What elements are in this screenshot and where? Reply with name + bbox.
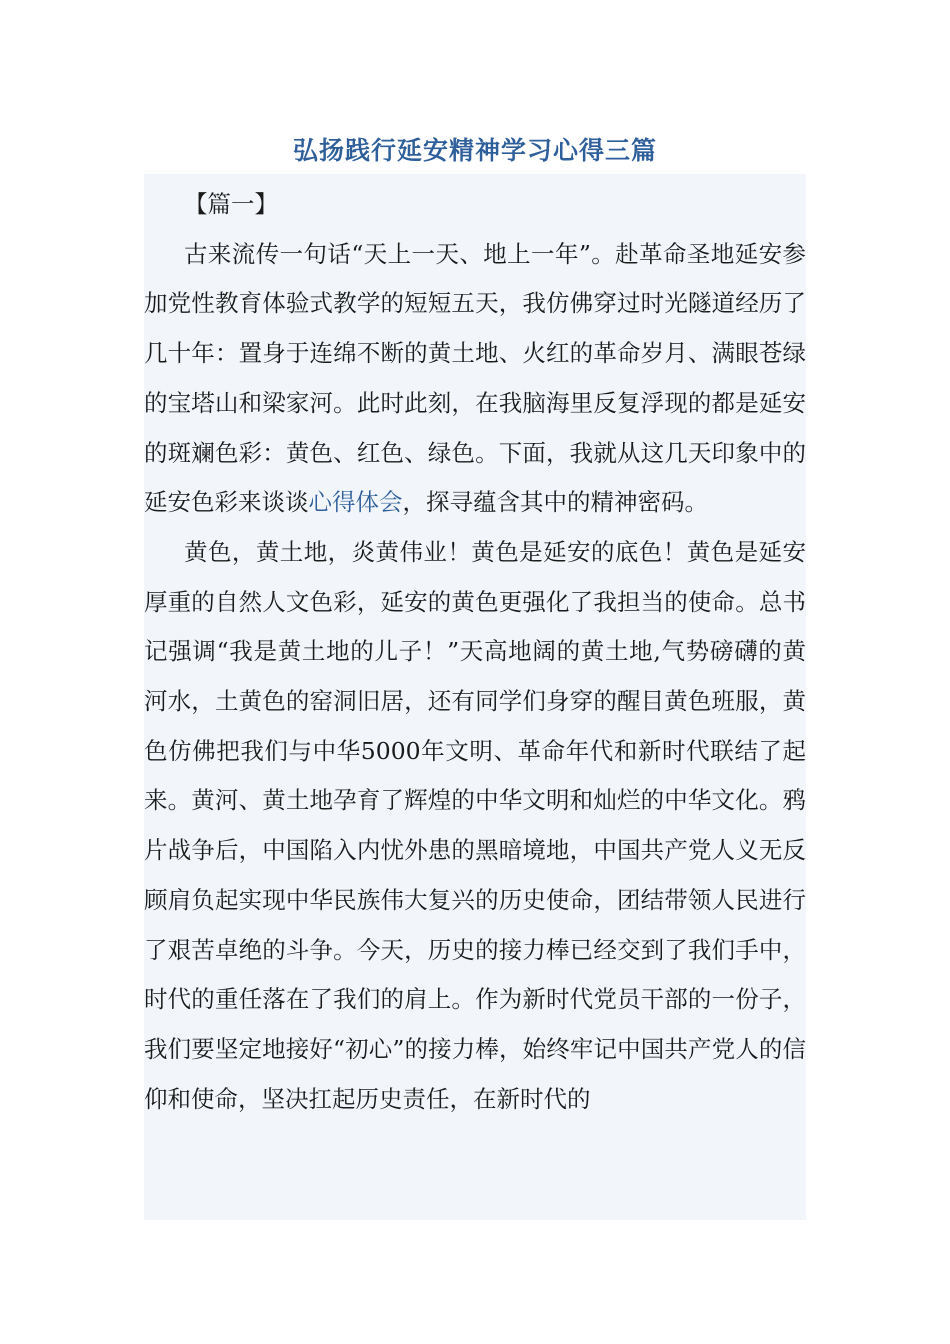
paragraph-2: 黄色，黄土地，炎黄伟业！黄色是延安的底色！黄色是延安厚重的自然人文色彩，延安的黄色更强化了我担当的使命。总书记强调“我是黄土地的儿子！”天高地阔的黄土地,气势磅礴的黄河水，土黄色的窑洞旧居，还有同学们身穿的醒目黄色班服，黄色仿佛把我们与中华5000年文明、革命年代和新时代联结了起来。黄河、黄土地孕育了辉煌的中华文明和灿烂的中华文化。鸦片战争后，中国陷入内忧外患的黑暗境地，中国共产党人义无反顾肩负起实现中华民族伟大复兴的历史使命，团结带领人民进行了艰苦卓绝的斗争。今天，历史的接力棒已经交到了我们手中，时代的重任落在了我们的肩上。作为新时代党员干部的一份子，我们要坚定地接好“初心”的接力棒，始终牢记中国共产党人的信仰和使命，坚决扛起历史责任，在新时代的	[144, 537, 806, 1113]
section-heading: 【篇一】	[184, 190, 278, 218]
paragraph-1-text-after: ，探寻蕴含其中的精神密码。	[402, 488, 708, 517]
page-title: 弘扬践行延安精神学习心得三篇	[292, 136, 657, 165]
paragraph-1-text-before: 古来流传一句话“天上一天、地上一年”。赴革命圣地延安参加党性教育体验式教学的短短五天，我仿佛穿过时光隧道经历了几十年：置身于连绵不断的黄土地、火红的革命岁月、满眼苍绿的宝塔山和梁家河。此时此刻，在我脑海里反复浮现的都是延安的斑斓色彩：黄色、红色、绿色。下面，我就从这几天印象中的延安色彩来谈谈	[144, 239, 806, 517]
paragraph-1	[144, 230, 806, 528]
document-body	[144, 174, 806, 1220]
xinde-tihui-link[interactable]: 心得体会	[308, 488, 403, 517]
